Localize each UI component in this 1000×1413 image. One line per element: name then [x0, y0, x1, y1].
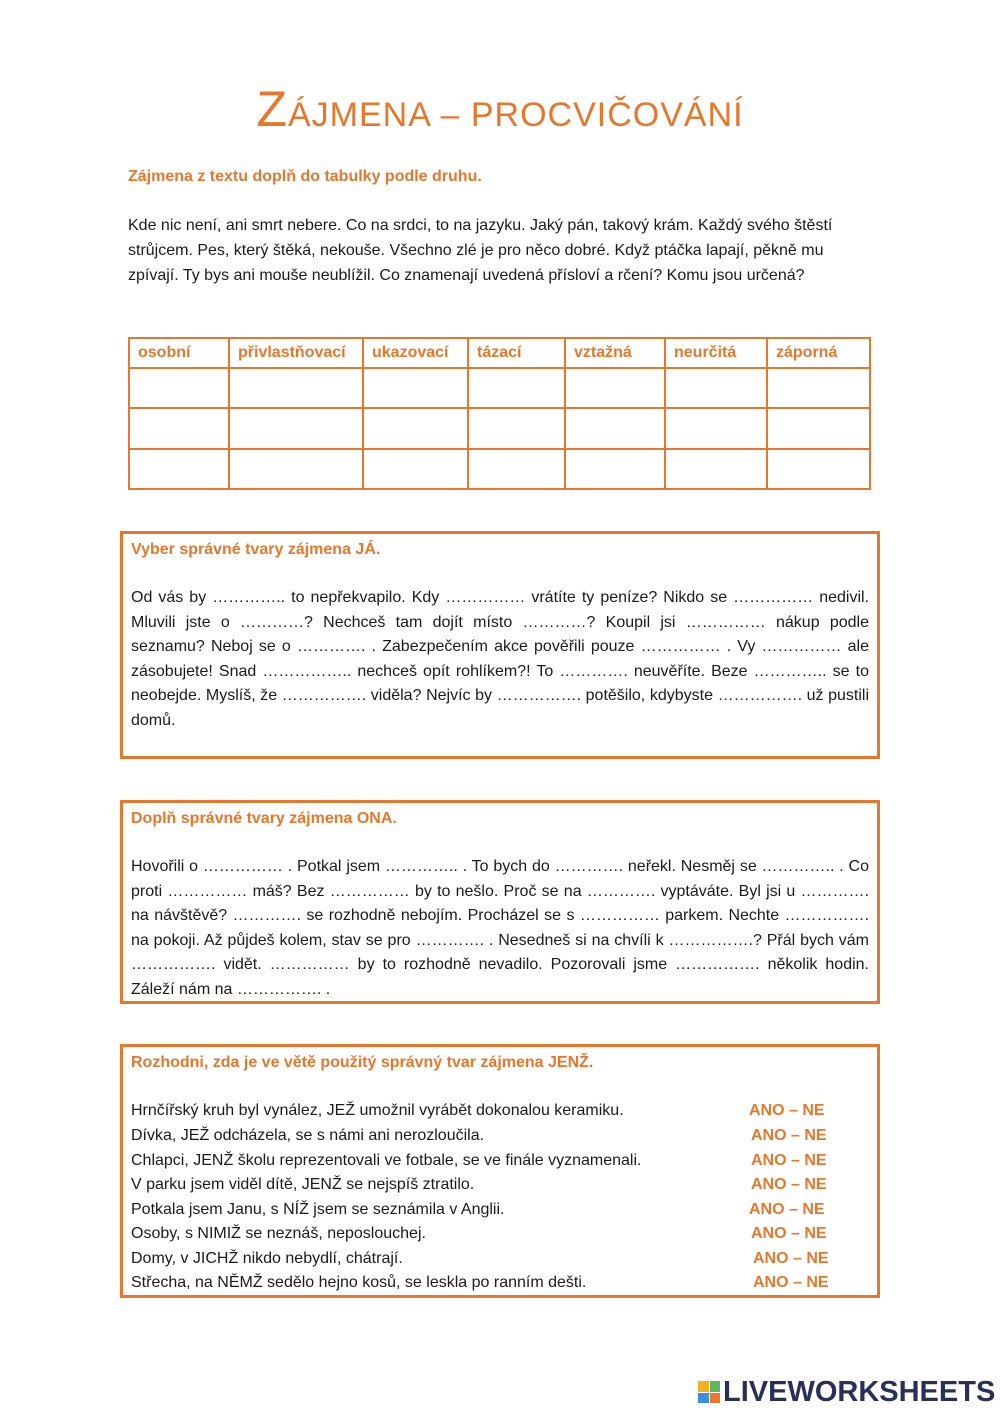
section3-text: Hovořili o …………… . Potkal jsem ………….. . To bych do …………. neřekl. Nesměj se ………….. . Co proti …………… máš? Bez …………… by to nešlo. Proč se na …………. vyptáváte. Byl jsi u …………. na návštěvě? …………. se rozhodně nebojím. Procházel se s …………… parkem. Nechte ……………. na pokoji. Až půjdeš kolem, stav se pro …………. . Nesedneš si na chvíli k …………….? Přál bych vám ……………. vidět. …………… by to rozhodně nevadilo. Pozorovali jsme ……………. několik hodin. Záleží nám na ……………. .: [131, 858, 869, 998]
list-item: Dívka, JEŽ odcházela, se s námi ani nerozloučila. ANO – NE: [131, 1124, 871, 1148]
col-header: přivlastňovací: [229, 338, 363, 368]
table-cell-input[interactable]: [767, 449, 870, 489]
section4-heading: Rozhodni, zda je ve větě použitý správný tvar zájmena JENŽ.: [131, 1054, 594, 1071]
table-header-row: [129, 338, 870, 368]
section2-text: Od vás by ………….. to nepřekvapilo. Kdy …………… vrátíte ty peníze? Nikdo se …………… nedivil. Mluvili jste o …………? Nechceš tam dojít místo …………? Koupil jsi …………… nákup podle seznamu? Neboj se o …………. . Zabezpečením akce pověřili pouze …………… . Vy …………… ale zásobujete! Snad …………….. nechceš opít rohlíkem?! To …………. neuvěříte. Beze ………….. se to neobejde. Myslíš, že ……………. viděla? Nejvíc by ……………. potěšilo, kdybyste ……………. už pustili domů.: [131, 589, 869, 729]
table-cell-input[interactable]: [229, 408, 363, 448]
list-item: Hrnčířský kruh byl vynález, JEŽ umožnil vyrábět dokonalou keramiku. ANO – NE: [131, 1099, 871, 1123]
section1-heading: Zájmena z textu doplň do tabulky podle druhu.: [128, 168, 482, 185]
table-cell-input[interactable]: [565, 408, 665, 448]
table-row: [129, 408, 870, 448]
table-cell-input[interactable]: [665, 408, 767, 448]
list-item: V parku jsem viděl dítě, JENŽ se nejspíš ztratilo. ANO – NE: [131, 1173, 871, 1197]
col-header: neurčitá: [665, 338, 767, 368]
list-item: Střecha, na NĚMŽ sedělo hejno kosů, se leskla po ranním dešti. ANO – NE: [131, 1271, 871, 1295]
ano-ne-choice[interactable]: ANO – NE: [749, 1201, 825, 1218]
page-title: ZÁJMENA – PROCVIČOVÁNÍ: [256, 81, 744, 137]
list-item: Domy, v JICHŽ nikdo nebydlí, chátrají. ANO – NE: [131, 1247, 871, 1271]
table-cell-input[interactable]: [767, 408, 870, 448]
ano-ne-choice[interactable]: ANO – NE: [751, 1176, 827, 1193]
col-header: záporná: [767, 338, 870, 368]
logo-text: LIVEWORKSHEETS: [723, 1375, 996, 1408]
ano-ne-choice[interactable]: ANO – NE: [749, 1102, 825, 1119]
list-item: Potkala jsem Janu, s NÍŽ jsem se seznámila v Anglii. ANO – NE: [131, 1198, 871, 1222]
table-row: [129, 449, 870, 489]
ano-ne-choice[interactable]: ANO – NE: [753, 1250, 829, 1267]
section1-text: Kde nic není, ani smrt nebere. Co na srdci, to na jazyku. Jaký pán, takový krám. Každý svého štěstí strůjcem. Pes, který štěká, nekouše. Všechno zlé je pro něco dobré. Když ptáčka lapají, pěkně mu zpívají. Ty bys ani mouše neublížil. Co znamenají uvedená přísloví a rčení? Komu jsou určená?: [128, 217, 833, 284]
ano-ne-choice[interactable]: ANO – NE: [751, 1152, 827, 1169]
table-cell-input[interactable]: [767, 368, 870, 408]
exercise-ja-box: [120, 531, 880, 759]
table-cell-input[interactable]: [363, 368, 468, 408]
liveworksheets-logo: [698, 1376, 995, 1408]
table-cell-input[interactable]: [129, 368, 229, 408]
table-cell-input[interactable]: [129, 408, 229, 448]
col-header: ukazovací: [363, 338, 468, 368]
exercise-ona-box: [120, 800, 880, 1004]
table-row: [129, 368, 870, 408]
list-item: Chlapci, JENŽ školu reprezentovali ve fotbale, se ve finále vyznamenali. ANO – NE: [131, 1149, 871, 1173]
table-cell-input[interactable]: [363, 408, 468, 448]
col-header: osobní: [129, 338, 229, 368]
table-cell-input[interactable]: [468, 449, 565, 489]
table-cell-input[interactable]: [468, 368, 565, 408]
table-cell-input[interactable]: [363, 449, 468, 489]
col-header: vztažná: [565, 338, 665, 368]
table-cell-input[interactable]: [129, 449, 229, 489]
table-cell-input[interactable]: [565, 368, 665, 408]
pronoun-table: [128, 337, 871, 490]
ano-ne-choice[interactable]: ANO – NE: [751, 1225, 827, 1242]
ano-ne-choice[interactable]: ANO – NE: [753, 1274, 829, 1291]
table-cell-input[interactable]: [665, 449, 767, 489]
table-cell-input[interactable]: [665, 368, 767, 408]
table-cell-input[interactable]: [229, 449, 363, 489]
col-header: tázací: [468, 338, 565, 368]
logo-cube-icon: [698, 1381, 720, 1403]
ano-ne-choice[interactable]: ANO – NE: [751, 1127, 827, 1144]
list-item: Osoby, s NIMIŽ se neznáš, neposlouchej. ANO – NE: [131, 1222, 871, 1246]
section2-heading: Vyber správné tvary zájmena JÁ.: [131, 541, 381, 558]
exercise-jenz-box: [120, 1044, 880, 1298]
section3-heading: Doplň správné tvary zájmena ONA.: [131, 810, 397, 827]
table-cell-input[interactable]: [229, 368, 363, 408]
table-cell-input[interactable]: [468, 408, 565, 448]
table-cell-input[interactable]: [565, 449, 665, 489]
